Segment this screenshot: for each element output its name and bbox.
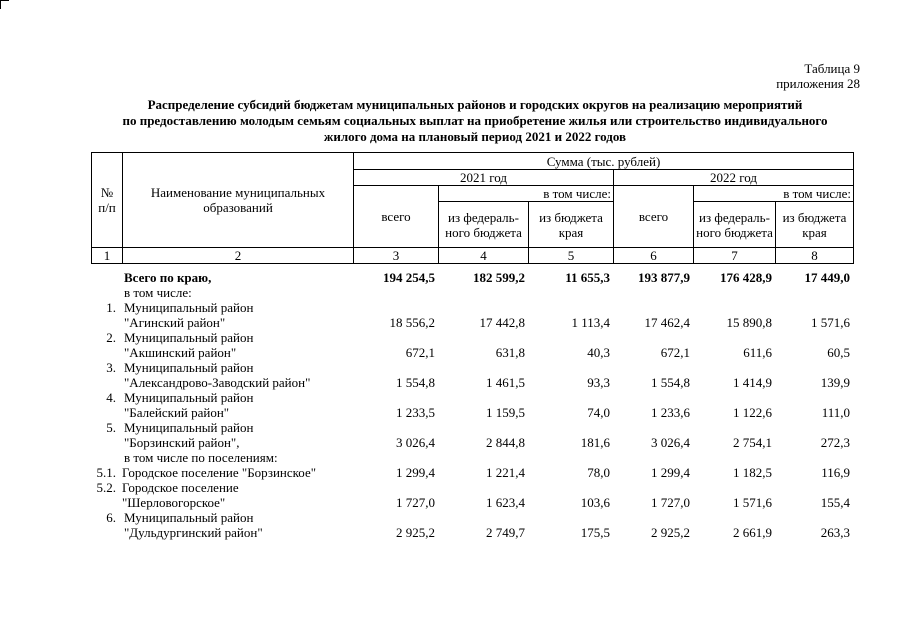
row-value: 2 754,1 bbox=[733, 435, 772, 450]
row-name-line: "Шерловогорское" bbox=[122, 495, 226, 510]
row-value: 2 661,9 bbox=[733, 525, 772, 540]
row-value bbox=[693, 450, 775, 465]
row-name bbox=[122, 510, 353, 540]
caption-appendix: приложения 28 bbox=[776, 76, 860, 91]
row-name-line: Городское поселение bbox=[122, 480, 239, 495]
row-value: 103,6 bbox=[580, 495, 610, 510]
data-table-body bbox=[91, 270, 853, 540]
table-row bbox=[91, 330, 853, 360]
table-row bbox=[91, 360, 853, 390]
row-value bbox=[775, 450, 853, 465]
row-value: 78,0 bbox=[587, 465, 610, 480]
row-value bbox=[613, 450, 693, 465]
row-name-line: "Агинский район" bbox=[124, 315, 226, 330]
row-value: 175,5 bbox=[580, 525, 610, 540]
row-value: 1 233,5 bbox=[396, 405, 435, 420]
row-number bbox=[91, 270, 122, 285]
row-name-line: "Дульдургинский район" bbox=[124, 525, 263, 540]
row-name bbox=[122, 360, 353, 390]
row-value: 1 299,4 bbox=[396, 465, 435, 480]
row-value: 1 554,8 bbox=[396, 375, 435, 390]
row-value: 1 159,5 bbox=[486, 405, 525, 420]
row-name bbox=[122, 300, 353, 330]
row-value: 40,3 bbox=[587, 345, 610, 360]
row-name-line: в том числе по поселениям: bbox=[124, 450, 278, 465]
table-row bbox=[91, 480, 853, 510]
row-name bbox=[122, 270, 353, 285]
row-value: 2 925,2 bbox=[396, 525, 435, 540]
row-value: 1 571,6 bbox=[733, 495, 772, 510]
row-name bbox=[122, 390, 353, 420]
row-value: 611,6 bbox=[743, 345, 772, 360]
col-number: 1 bbox=[92, 248, 123, 264]
row-value: 1 221,4 bbox=[486, 465, 525, 480]
row-value: 631,8 bbox=[495, 345, 525, 360]
document-title bbox=[60, 97, 890, 145]
row-value: 1 182,5 bbox=[733, 465, 772, 480]
header-regional-2021: из бюджета края bbox=[529, 202, 614, 248]
row-value: 93,3 bbox=[587, 375, 610, 390]
row-value: 181,6 bbox=[580, 435, 610, 450]
header-sum: Сумма (тыс. рублей) bbox=[354, 153, 854, 170]
header-col-numbers bbox=[92, 248, 854, 264]
table-caption bbox=[776, 61, 860, 91]
header-federal-2022: из федераль-ного бюджета bbox=[694, 202, 776, 248]
title-line-1: Распределение субсидий бюджетам муниципальных районов и городских округов на реализацию мероприятий bbox=[147, 97, 803, 112]
table-row bbox=[91, 510, 853, 540]
row-value: 74,0 bbox=[587, 405, 610, 420]
table-row bbox=[91, 420, 853, 450]
row-value: 2 925,2 bbox=[651, 525, 690, 540]
header-total-2022: всего bbox=[614, 186, 694, 248]
row-name bbox=[122, 285, 353, 300]
row-name-line: Муниципальный район bbox=[124, 390, 254, 405]
row-value: 116,9 bbox=[821, 465, 850, 480]
row-value: 111,0 bbox=[821, 405, 850, 420]
header-num-col: № п/п bbox=[92, 153, 123, 248]
row-number: 4. bbox=[106, 390, 116, 405]
header-total-2021: всего bbox=[354, 186, 439, 248]
row-value: 1 727,0 bbox=[396, 495, 435, 510]
row-value: 1 414,9 bbox=[733, 375, 772, 390]
row-value: 3 026,4 bbox=[651, 435, 690, 450]
row-name-line: Муниципальный район bbox=[124, 330, 254, 345]
row-value: 18 556,2 bbox=[389, 315, 435, 330]
row-number: 5.1. bbox=[96, 465, 116, 480]
row-name bbox=[122, 420, 353, 450]
row-value: 155,4 bbox=[820, 495, 850, 510]
row-value: 193 877,9 bbox=[638, 270, 690, 285]
row-value: 11 655,3 bbox=[565, 270, 610, 285]
col-number: 3 bbox=[354, 248, 439, 264]
row-value: 1 571,6 bbox=[811, 315, 850, 330]
row-value: 17 462,4 bbox=[644, 315, 690, 330]
caption-table-number: Таблица 9 bbox=[804, 61, 860, 76]
header-year-2022: 2022 год bbox=[614, 170, 854, 186]
table-row bbox=[91, 465, 853, 480]
row-name bbox=[122, 480, 353, 510]
header-name-col: Наименование муниципальных образований bbox=[123, 153, 354, 248]
row-number: 2. bbox=[106, 330, 116, 345]
row-name-line: "Борзинский район", bbox=[124, 435, 240, 450]
header-year-2021: 2021 год bbox=[354, 170, 614, 186]
row-number: 3. bbox=[106, 360, 116, 375]
row-value: 1 727,0 bbox=[651, 495, 690, 510]
row-value bbox=[438, 285, 528, 300]
row-value: 1 233,6 bbox=[651, 405, 690, 420]
row-value bbox=[528, 285, 613, 300]
row-value bbox=[613, 285, 693, 300]
row-value: 1 554,8 bbox=[651, 375, 690, 390]
row-name bbox=[122, 450, 353, 465]
row-value: 139,9 bbox=[820, 375, 850, 390]
row-name-line: "Акшинский район" bbox=[124, 345, 237, 360]
row-number: 5. bbox=[106, 420, 116, 435]
row-value: 1 113,4 bbox=[571, 315, 610, 330]
row-name-line: "Александрово-Заводский район" bbox=[124, 375, 311, 390]
row-number: 6. bbox=[106, 510, 116, 525]
row-number bbox=[91, 450, 122, 465]
row-value: 1 299,4 bbox=[651, 465, 690, 480]
row-name-line: в том числе: bbox=[124, 285, 192, 300]
col-number: 8 bbox=[776, 248, 854, 264]
row-value bbox=[693, 285, 775, 300]
header-federal-2021: из федераль-ного бюджета bbox=[439, 202, 529, 248]
row-value: 194 254,5 bbox=[383, 270, 435, 285]
row-value bbox=[775, 285, 853, 300]
title-line-3: жилого дома на плановый период 2021 и 2022 годов bbox=[323, 129, 627, 144]
col-number: 7 bbox=[694, 248, 776, 264]
table-row bbox=[91, 390, 853, 420]
col-number: 2 bbox=[123, 248, 354, 264]
title-line-2: по предоставлению молодым семьям социальных выплат на приобретение жилья или строительство индивидуального bbox=[122, 113, 828, 128]
row-value: 2 844,8 bbox=[486, 435, 525, 450]
col-number: 6 bbox=[614, 248, 694, 264]
row-name-line: "Балейский район" bbox=[124, 405, 230, 420]
row-name-line: Всего по краю, bbox=[124, 270, 212, 285]
scan-corner-mark bbox=[0, 0, 9, 9]
table-row bbox=[91, 270, 853, 285]
row-name-line: Муниципальный район bbox=[124, 420, 254, 435]
row-value: 17 442,8 bbox=[479, 315, 525, 330]
row-name bbox=[122, 330, 353, 360]
header-incl-2022: в том числе: bbox=[694, 186, 854, 202]
col-number: 4 bbox=[439, 248, 529, 264]
row-value bbox=[353, 285, 438, 300]
row-value: 272,3 bbox=[820, 435, 850, 450]
row-value bbox=[528, 450, 613, 465]
row-number bbox=[91, 285, 122, 300]
row-name-line: Муниципальный район bbox=[124, 360, 254, 375]
row-value: 2 749,7 bbox=[486, 525, 525, 540]
row-value: 182 599,2 bbox=[473, 270, 525, 285]
row-name-line: Городское поселение "Борзинское" bbox=[122, 465, 317, 480]
row-value: 672,1 bbox=[405, 345, 435, 360]
header-incl-2021: в том числе: bbox=[439, 186, 614, 202]
row-value bbox=[353, 450, 438, 465]
row-value: 1 461,5 bbox=[486, 375, 525, 390]
row-number: 5.2. bbox=[96, 480, 116, 495]
row-value: 672,1 bbox=[660, 345, 690, 360]
row-name-line: Муниципальный район bbox=[124, 300, 254, 315]
table-row bbox=[91, 450, 853, 465]
table-row bbox=[91, 285, 853, 300]
row-value: 263,3 bbox=[820, 525, 850, 540]
header-regional-2022: из бюджета края bbox=[776, 202, 854, 248]
row-name bbox=[122, 465, 353, 480]
row-value: 15 890,8 bbox=[726, 315, 772, 330]
col-number: 5 bbox=[529, 248, 614, 264]
row-value: 1 623,4 bbox=[486, 495, 525, 510]
row-value: 17 449,0 bbox=[804, 270, 850, 285]
row-value: 60,5 bbox=[827, 345, 850, 360]
row-number: 1. bbox=[106, 300, 116, 315]
table-header bbox=[91, 152, 854, 264]
row-value bbox=[438, 450, 528, 465]
row-name-line: Муниципальный район bbox=[124, 510, 254, 525]
row-value: 3 026,4 bbox=[396, 435, 435, 450]
row-value: 176 428,9 bbox=[720, 270, 772, 285]
row-value: 1 122,6 bbox=[733, 405, 772, 420]
table-row bbox=[91, 300, 853, 330]
